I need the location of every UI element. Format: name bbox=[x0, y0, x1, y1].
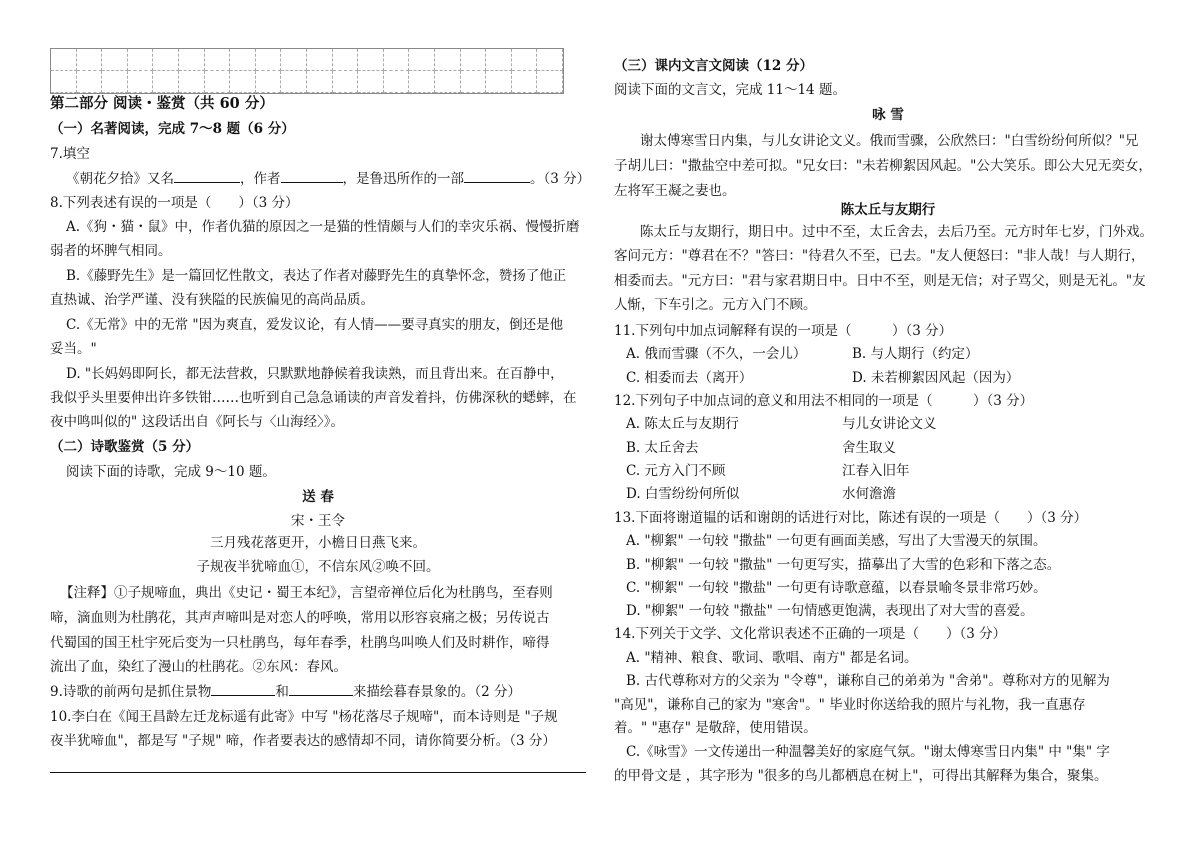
q11-option-b: B. 与人期行（约定） bbox=[852, 346, 979, 362]
q9-text-a: 9.诗歌的前两句是抓住景物 bbox=[50, 684, 212, 700]
q7-label: 7.填空 bbox=[50, 146, 90, 162]
q8-option-b-line1: B.《藤野先生》是一篇回忆性散文，表达了作者对藤野先生的真挚怀念，赞扬了他正 bbox=[66, 268, 567, 284]
poem-note-line2: 啼，滴血则为杜鹃花，其声声啼叫是对恋人的呼唤，常用以形容哀痛之极；另传说古 bbox=[50, 610, 550, 626]
q13-option-a: A. "柳絮" 一句较 "撒盐" 一句更有画面美感，写出了大雪漫天的氛围。 bbox=[626, 533, 1047, 549]
q7-text-c: ，是鲁迅所作的一部 bbox=[342, 171, 464, 187]
poem-author: 宋・王令 bbox=[291, 513, 345, 529]
part-title: 第二部分 阅读・鉴赏（共 60 分） bbox=[50, 95, 274, 112]
q8-option-b-line2: 直热诚、治学严谨、没有狭隘的民族偏见的高尚品质。 bbox=[50, 292, 374, 308]
q7-fill bbox=[66, 168, 590, 190]
q13-option-c: C. "柳絮" 一句较 "撒盐" 一句更有诗歌意蕴，以春景喻冬景非常巧妙。 bbox=[626, 580, 1047, 596]
q7-blank-3[interactable] bbox=[464, 168, 530, 183]
section2-title: （二）诗歌鉴赏（5 分） bbox=[50, 439, 200, 455]
q8-option-d-line3: 夜中鸣叫似的" 这段话出自《阿长与〈山海经〉》。 bbox=[50, 414, 345, 430]
poem-line-1: 三月残花落更开，小檐日日燕飞来。 bbox=[210, 535, 426, 551]
q7-text-b: ，作者 bbox=[240, 171, 281, 187]
poem-title: 送 春 bbox=[302, 489, 334, 505]
q8-option-c-line2: 妥当。" bbox=[50, 341, 97, 357]
q12-option-b-right: 舍生取义 bbox=[842, 440, 896, 456]
answer-line[interactable] bbox=[50, 772, 586, 773]
poem-note-line4: 流出了血，染红了漫山的杜鹃花。②东风：春风。 bbox=[50, 659, 347, 675]
q14-option-c-line1: C.《咏雪》一文传递出一种温馨美好的家庭气氛。"谢太傅寒雪日内集" 中 "集" 字 bbox=[626, 744, 1110, 760]
text2-line1: 陈太丘与友期行，期日中。过中不至，太丘舍去，去后乃至。元方时年七岁，门外戏。 bbox=[640, 224, 1153, 240]
q8-option-a-line1: A.《狗・猫・鼠》中，作者仇猫的原因之一是猫的性情颇与人们的幸灾乐祸、慢慢折磨 bbox=[66, 219, 580, 235]
q14-option-b-line1: B. 古代尊称对方的父亲为 "令尊"，谦称自己的弟弟为 "舍弟"。尊称对方的见解为 bbox=[626, 673, 1110, 689]
q7-blank-2[interactable] bbox=[281, 168, 343, 183]
section3-title: （三）课内文言文阅读（12 分） bbox=[614, 58, 813, 74]
q10-line1: 10.李白在《闻王昌龄左迁龙标遥有此寄》中写 "杨花落尽子规啼"，而本诗则是 "子规 bbox=[50, 709, 558, 725]
text2-title: 陈太丘与友期行 bbox=[840, 202, 936, 218]
q7-text-a: 《朝花夕拾》又名 bbox=[66, 171, 174, 187]
q11-option-d: D. 未若柳絮因风起（因为） bbox=[852, 370, 1020, 386]
q9-text-c: 来描绘暮春景象的。（2 分） bbox=[352, 684, 522, 700]
text1-line1: 谢太傅寒雪日内集，与儿女讲论文义。俄而雪骤，公欣然曰："白雪纷纷何所似？"兄 bbox=[640, 133, 1139, 149]
q7-text-d: 。（3 分） bbox=[530, 171, 591, 187]
q14-option-b-line3: 着。" "惠存" 是敬辞，使用错误。 bbox=[614, 720, 817, 736]
q12-stem: 12.下列句子中加点词的意义和用法不相同的一项是（ ）（3 分） bbox=[614, 393, 1034, 409]
q10-line2: 夜半犹啼血"，都是写 "子规" 啼，作者要表达的感情却不同，请你简要分析。（3 分） bbox=[50, 733, 556, 749]
q12-option-c-right: 江春入旧年 bbox=[842, 463, 910, 479]
section2-intro: 阅读下面的诗歌，完成 9～10 题。 bbox=[66, 464, 276, 480]
q14-stem: 14.下列关于文学、文化常识表述不正确的一项是（ ）（3 分） bbox=[614, 626, 1007, 642]
q9-fill bbox=[50, 681, 521, 703]
q8-option-d-line1: D. "长妈妈即阿长，都无法营救，只默默地静候着我读熟，而且背出来。在百静中， bbox=[66, 366, 564, 382]
writing-grid bbox=[50, 48, 564, 94]
q13-option-b: B. "柳絮" 一句较 "撒盐" 一句更写实，描摹出了大雪的色彩和下落之态。 bbox=[626, 557, 1061, 573]
text2-line2: 客问元方："尊君在不？"答曰："待君久不至，已去。"友人便怒曰："非人哉！与人期行， bbox=[614, 248, 1145, 264]
q8-option-a-line2: 弱者的坏脾气相同。 bbox=[50, 243, 172, 259]
q12-option-a-left: A. 陈太丘与友期行 bbox=[626, 416, 739, 432]
q14-option-a: A. "精神、粮食、歌词、歌唱、南方" 都是名词。 bbox=[626, 650, 918, 666]
q11-stem: 11.下列句中加点词解释有误的一项是（ ）（3 分） bbox=[614, 323, 953, 339]
text2-line3: 相委而去。"元方曰："君与家君期日中。日中不至，则是无信；对子骂父，则是无礼。"友 bbox=[614, 273, 1146, 289]
section3-intro: 阅读下面的文言文，完成 11～14 题。 bbox=[614, 82, 846, 98]
section1-title: （一）名著阅读，完成 7～8 题（6 分） bbox=[50, 121, 295, 137]
text1-line3: 左将军王凝之妻也。 bbox=[614, 183, 736, 199]
q12-option-b-left: B. 太丘舍去 bbox=[626, 440, 699, 456]
q9-blank-1[interactable] bbox=[211, 681, 275, 696]
q8-option-c-line1: C.《无常》中的无常 "因为爽直，爱发议论，有人情——要寻真实的朋友，倒还是他 bbox=[66, 317, 564, 333]
poem-note-line3: 代蜀国的国王杜宇死后变为一只杜鹃鸟，每年春季，杜鹃鸟叫唤人们及时耕作，啼得 bbox=[50, 635, 550, 651]
q9-text-b: 和 bbox=[275, 684, 289, 700]
poem-line-2: 子规夜半犹啼血①，不信东风②唤不回。 bbox=[196, 559, 440, 575]
text2-line4: 人惭，下车引之。元方入门不顾。 bbox=[614, 297, 817, 313]
q8-stem: 8.下列表述有误的一项是（ ）（3 分） bbox=[50, 195, 299, 211]
text1-title: 咏 雪 bbox=[872, 107, 904, 123]
q8-option-d-line2: 我似乎头里要伸出许多铁钳……也听到自己急急诵读的声音发着抖，仿佛深秋的蟋蟀，在 bbox=[50, 390, 577, 406]
q12-option-c-left: C. 元方入门不顾 bbox=[626, 463, 726, 479]
q9-blank-2[interactable] bbox=[289, 681, 353, 696]
q13-stem: 13.下面将谢道韫的话和谢朗的话进行对比，陈述有误的一项是（ ）（3 分） bbox=[614, 510, 1088, 526]
q13-option-d: D. "柳絮" 一句较 "撒盐" 一句情感更饱满，表现出了对大雪的喜爱。 bbox=[626, 603, 1034, 619]
q11-option-a: A. 俄而雪骤（不久，一会儿） bbox=[626, 346, 807, 362]
q14-option-c-line2: 的甲骨文是 ，其字形为 "很多的鸟儿都栖息在树上"，可得出其解释为集合，聚集。 bbox=[614, 768, 1108, 784]
poem-note-line1: 【注释】①子规啼血，典出《史记・蜀王本纪》，言望帝禅位后化为杜鹃鸟，至春则 bbox=[60, 585, 553, 601]
q12-option-d-left: D. 白雪纷纷何所似 bbox=[626, 486, 740, 502]
text1-line2: 子胡儿曰："撒盐空中差可拟。"兄女曰："未若柳絮因风起。"公大笑乐。即公大兄无奕女， bbox=[614, 158, 1152, 174]
q14-option-b-line2: "高见"，谦称自己的家为 "寒舍"。" 毕业时你送给我的照片与礼物，我一直惠存 bbox=[614, 697, 1086, 713]
q12-option-a-right: 与儿女讲论文义 bbox=[842, 416, 937, 432]
q7-blank-1[interactable] bbox=[174, 168, 240, 183]
q11-option-c: C. 相委而去（离开） bbox=[626, 370, 753, 386]
q12-option-d-right: 水何澹澹 bbox=[842, 486, 896, 502]
